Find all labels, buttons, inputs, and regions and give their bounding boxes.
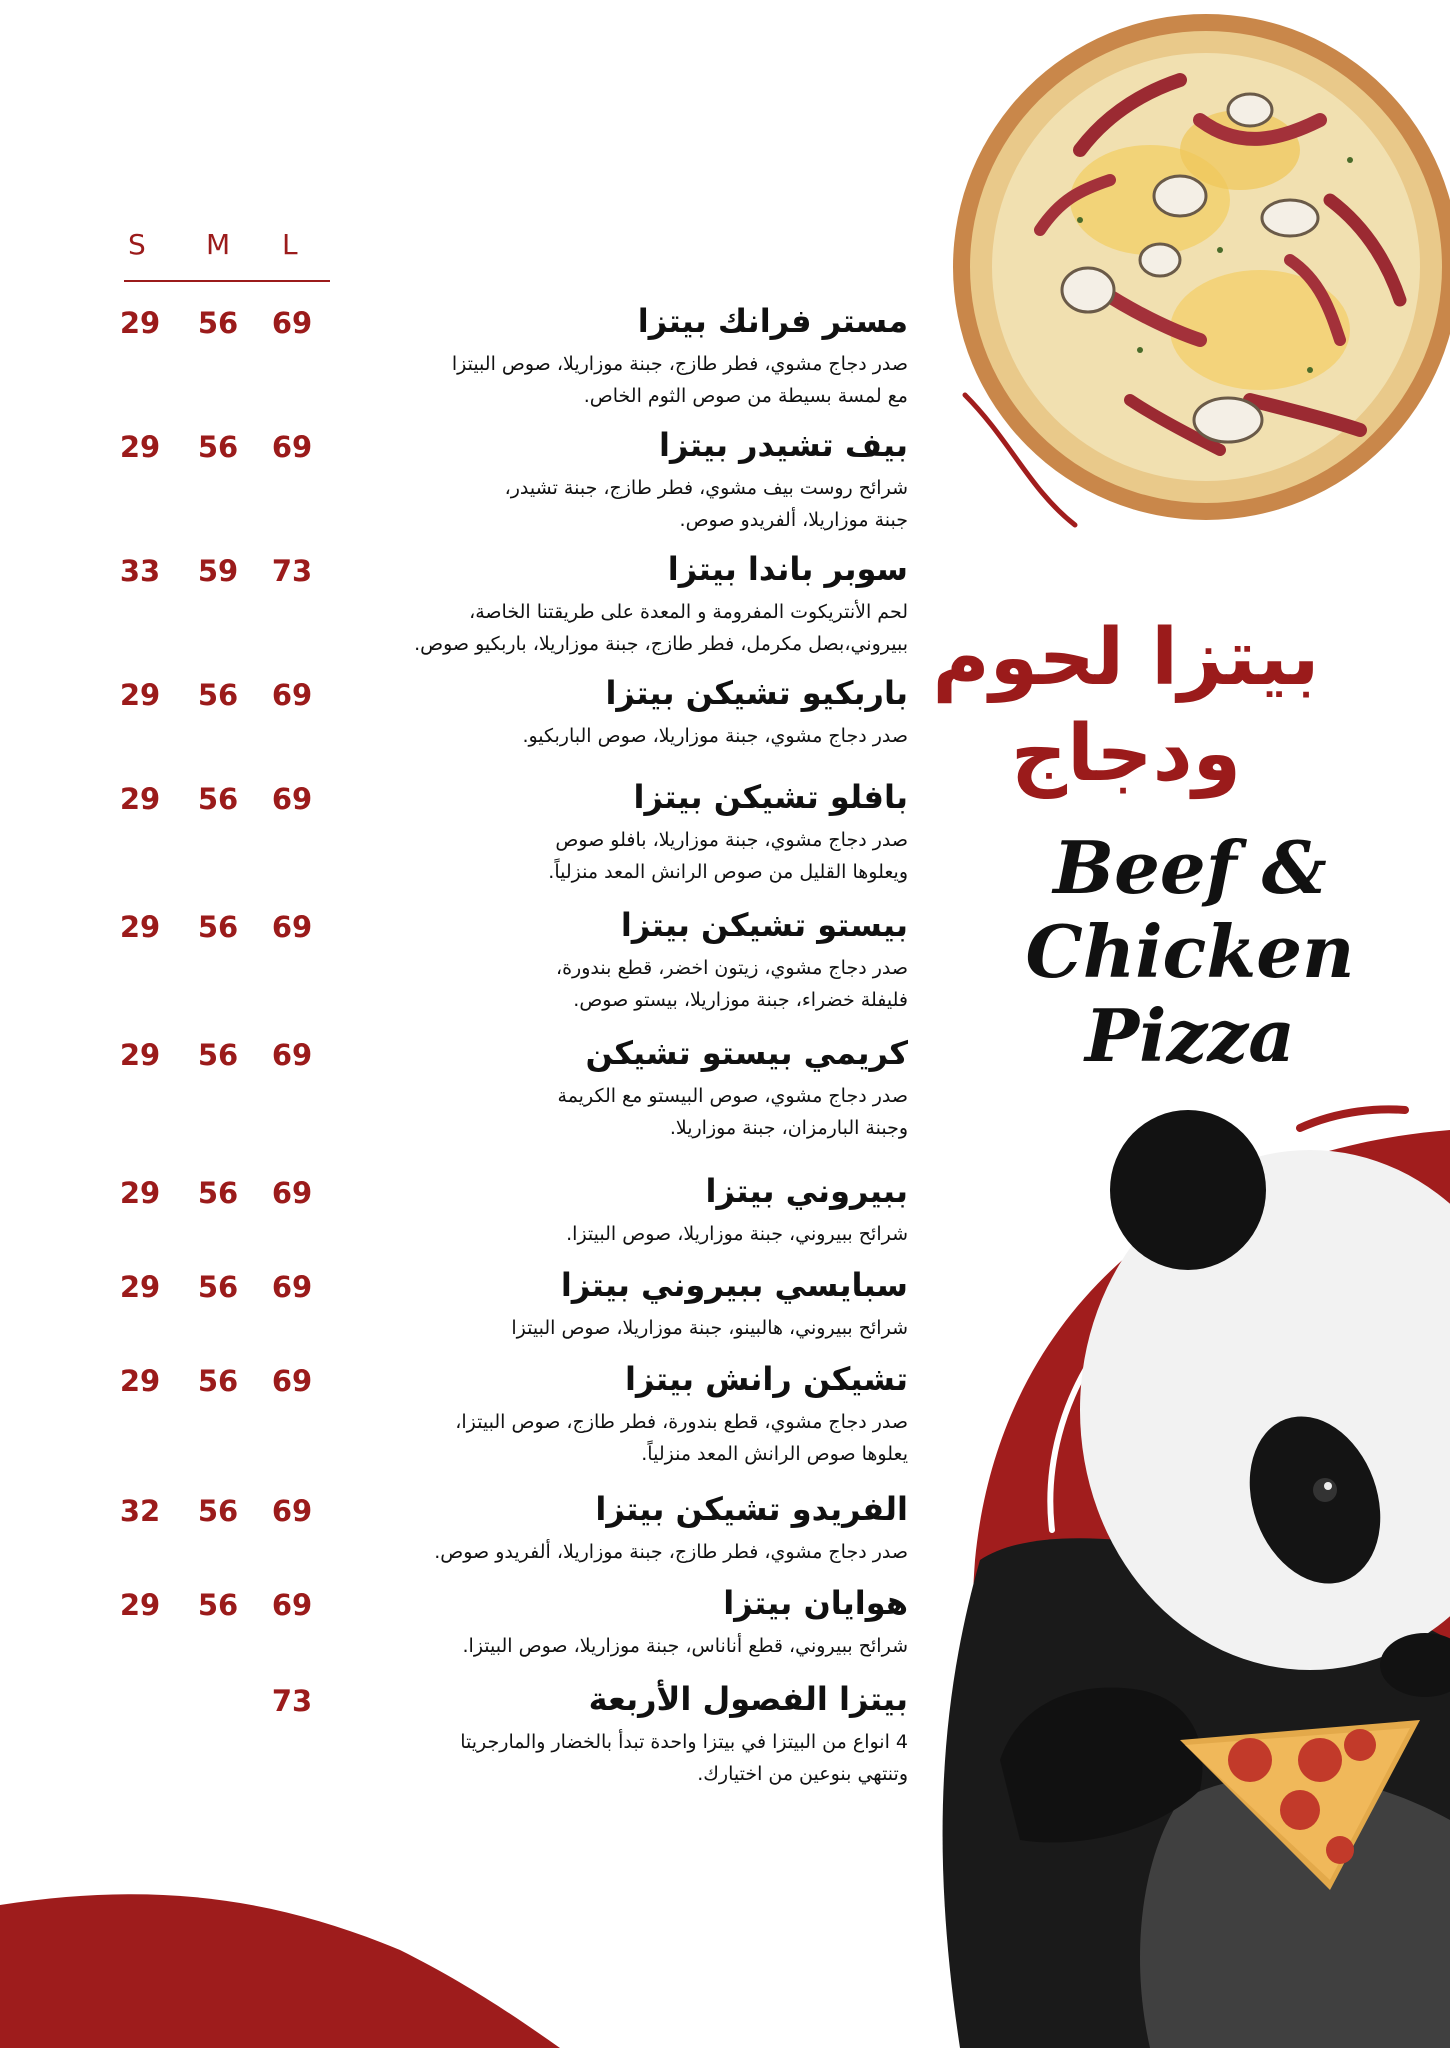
price-large: 69	[271, 1176, 313, 1210]
price-small: 29	[119, 782, 161, 816]
price-medium: 56	[197, 1270, 239, 1304]
item-description	[452, 348, 908, 412]
english-section-heading	[1010, 826, 1370, 1078]
item-desc-line: شرائح ببيروني، هالبينو، جبنة موزاريلا، صوص البيتزا	[511, 1317, 908, 1339]
item-description	[434, 1536, 908, 1568]
price-medium: 56	[197, 782, 239, 816]
price-large: 69	[271, 678, 313, 712]
item-desc-line: ويعلوها القليل من صوص الرانش المعد منزلياً.	[548, 861, 908, 883]
item-desc-line: جبنة موزاريلا، ألفريدو صوص.	[679, 509, 908, 531]
price-small: 33	[119, 554, 161, 588]
item-description	[463, 1630, 909, 1662]
panda-image	[943, 1110, 1450, 2048]
item-name: كريمي بيستو تشيكن	[585, 1034, 908, 1072]
item-description	[455, 1406, 908, 1470]
price-large: 69	[271, 910, 313, 944]
arabic-section-heading	[906, 610, 1346, 802]
item-desc-line: يعلوها صوص الرانش المعد منزلياً.	[641, 1443, 908, 1465]
price-large: 69	[271, 306, 313, 340]
meat-pizza-image	[953, 14, 1450, 520]
size-large-label: L	[282, 228, 298, 261]
item-name: مستر فرانك بيتزا	[637, 302, 908, 340]
price-medium: 56	[197, 306, 239, 340]
price-medium: 56	[197, 1038, 239, 1072]
price-medium: 56	[197, 910, 239, 944]
item-name: سوبر باندا بيتزا	[667, 550, 908, 588]
price-small: 29	[119, 910, 161, 944]
price-small: 29	[119, 1364, 161, 1398]
price-small: 29	[119, 1588, 161, 1622]
item-desc-line: صدر دجاج مشوي، قطع بندورة، فطر طازج، صوص البيتزا،	[455, 1411, 908, 1433]
price-medium: 59	[197, 554, 239, 588]
price-small: 32	[119, 1494, 161, 1528]
item-desc-line: شرائح ببيروني، جبنة موزاريلا، صوص البيتزا.	[566, 1223, 908, 1245]
price-small: 29	[119, 1038, 161, 1072]
bottom-red-wave	[0, 1894, 560, 2048]
item-desc-line: فليفلة خضراء، جبنة موزاريلا، بيستو صوص.	[573, 989, 908, 1011]
item-description	[414, 596, 908, 660]
size-header-underline	[124, 280, 330, 282]
item-desc-line: صدر دجاج مشوي، زيتون اخضر، قطع بندورة،	[555, 957, 908, 979]
item-desc-line: مع لمسة بسيطة من صوص الثوم الخاص.	[583, 385, 908, 407]
item-desc-line: شرائح ببيروني، قطع أناناس، جبنة موزاريلا، صوص البيتزا.	[462, 1635, 908, 1657]
item-description	[511, 1312, 908, 1344]
item-desc-line: صدر دجاج مشوي، جبنة موزاريلا، بافلو صوص	[555, 829, 908, 851]
item-desc-line: لحم الأنتريكوت المفرومة و المعدة على طريقتنا الخاصة،	[469, 601, 908, 623]
price-large: 69	[271, 430, 313, 464]
item-description	[460, 1726, 908, 1790]
item-desc-line: وتنتهي بنوعين من اختيارك.	[697, 1763, 908, 1785]
item-desc-line: شرائح روست بيف مشوي، فطر طازج، جبنة تشيدر،	[504, 477, 908, 499]
item-name: بيف تشيدر بيتزا	[658, 426, 908, 464]
price-medium: 56	[197, 1176, 239, 1210]
item-name: هوايان بيتزا	[723, 1584, 908, 1622]
item-description	[548, 824, 908, 888]
item-description	[522, 720, 908, 752]
price-small: 29	[119, 678, 161, 712]
item-desc-line: صدر دجاج مشوي، صوص البيستو مع الكريمة	[557, 1085, 908, 1107]
size-medium-label: M	[206, 228, 231, 261]
panda-arc-accent	[1300, 1109, 1405, 1128]
price-medium: 56	[197, 1494, 239, 1528]
item-name: سبايسي ببيروني بيتزا	[560, 1266, 908, 1304]
item-name: الفريدو تشيكن بيتزا	[595, 1490, 908, 1528]
item-desc-line: صدر دجاج مشوي، فطر طازج، جبنة موزاريلا، صوص البيتزا	[451, 353, 908, 375]
price-large: 73	[271, 554, 313, 588]
english-heading-line: Pizza	[1085, 993, 1295, 1078]
price-large: 69	[271, 782, 313, 816]
price-medium: 56	[197, 678, 239, 712]
item-name: باربكيو تشيكن بيتزا	[605, 674, 908, 712]
price-large: 69	[271, 1588, 313, 1622]
price-medium: 56	[197, 430, 239, 464]
item-desc-line: 4 انواع من البيتزا في بيتزا واحدة تبدأ بالخضار والمارجريتا	[460, 1731, 908, 1753]
item-description	[556, 952, 908, 1016]
item-desc-line: صدر دجاج مشوي، فطر طازج، جبنة موزاريلا، ألفريدو صوص.	[434, 1541, 908, 1563]
price-small: 29	[119, 430, 161, 464]
item-desc-line: وجبنة البارمزان، جبنة موزاريلا.	[669, 1117, 908, 1139]
item-description	[566, 1218, 908, 1250]
item-name: تشيكن رانش بيتزا	[625, 1360, 908, 1398]
item-description	[558, 1080, 908, 1144]
arabic-heading-line: ودجاج	[1010, 709, 1242, 799]
price-small: 29	[119, 1270, 161, 1304]
arabic-heading-line: بيتزا لحوم	[932, 613, 1320, 703]
price-large: 69	[271, 1038, 313, 1072]
english-heading-line: Beef &	[1053, 825, 1327, 910]
price-large: 73	[271, 1684, 313, 1718]
price-large: 69	[271, 1364, 313, 1398]
size-header	[112, 228, 332, 280]
size-small-label: S	[128, 228, 146, 261]
item-desc-line: ببيروني،بصل مكرمل، فطر طازج، جبنة موزاريلا، باربكيو صوص.	[414, 633, 908, 655]
item-desc-line: صدر دجاج مشوي، جبنة موزاريلا، صوص الباربكيو.	[522, 725, 908, 747]
price-small: 29	[119, 306, 161, 340]
english-heading-line: Chicken	[1025, 909, 1355, 994]
item-name: بافلو تشيكن بيتزا	[633, 778, 908, 816]
item-description	[505, 472, 908, 536]
price-large: 69	[271, 1494, 313, 1528]
price-small: 29	[119, 1176, 161, 1210]
price-medium: 56	[197, 1588, 239, 1622]
item-name: بيتزا الفصول الأربعة	[588, 1680, 908, 1718]
item-name: ببيروني بيتزا	[705, 1172, 908, 1210]
item-name: بيستو تشيكن بيتزا	[620, 906, 908, 944]
price-large: 69	[271, 1270, 313, 1304]
price-medium: 56	[197, 1364, 239, 1398]
